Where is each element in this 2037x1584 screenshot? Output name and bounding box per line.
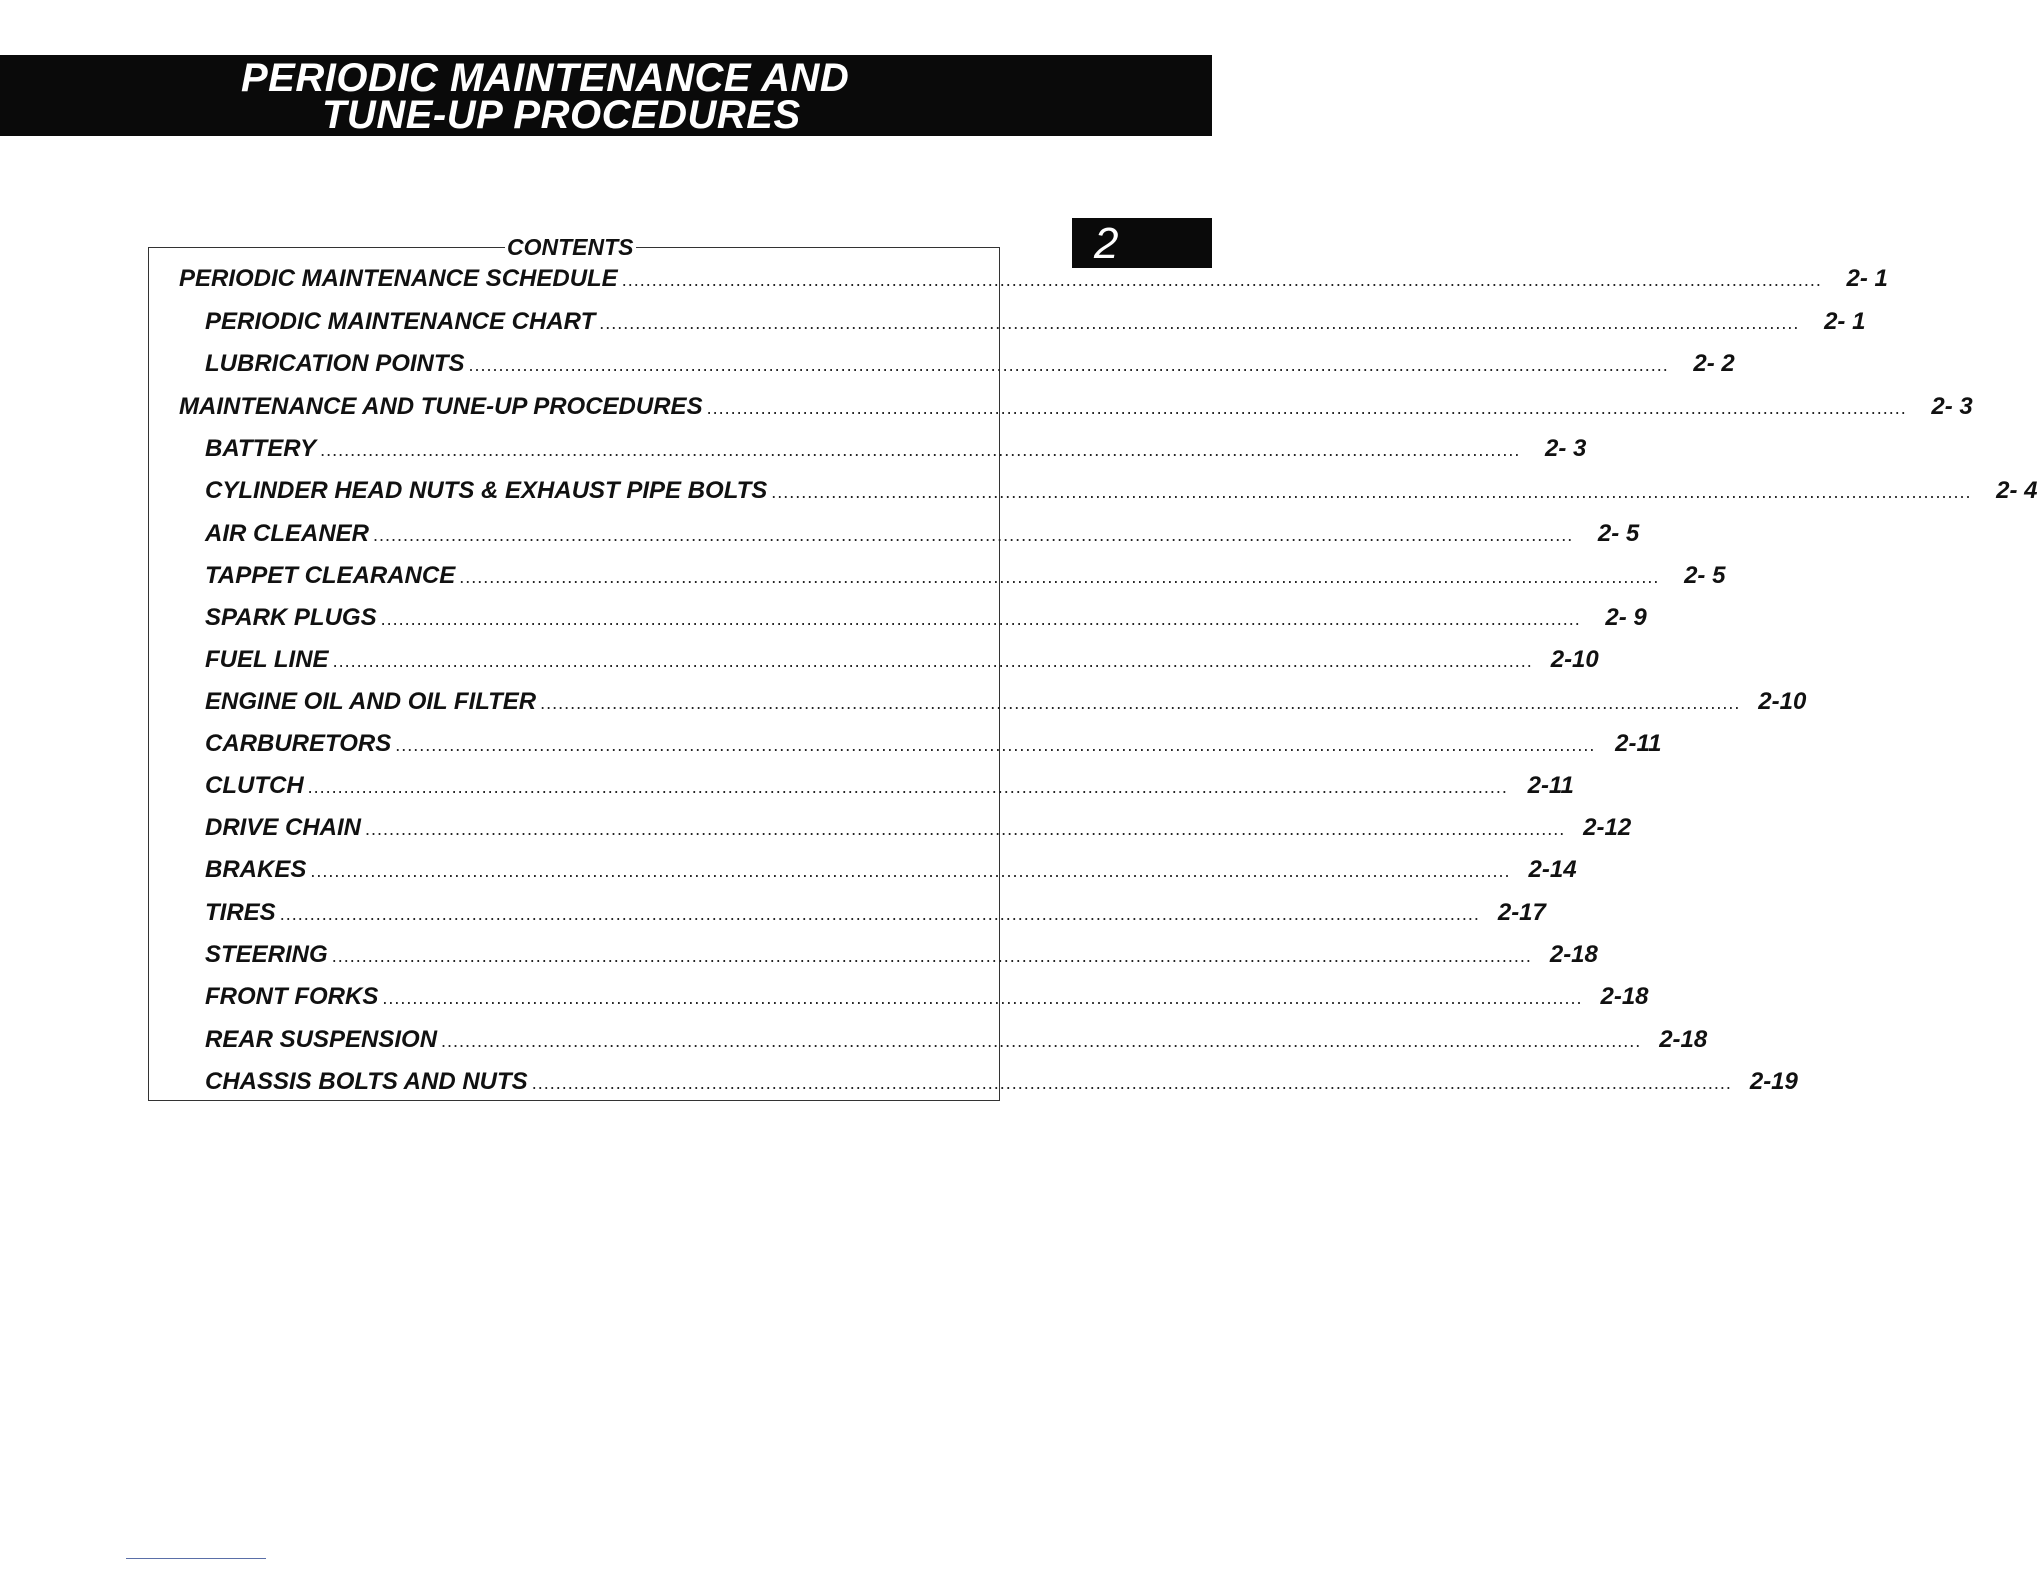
- toc-entry-page: 2- 1: [1846, 265, 1888, 292]
- toc-entry-title: REAR SUSPENSION: [205, 1026, 438, 1053]
- toc-entry-page: 2- 9: [1605, 604, 1647, 631]
- toc-leader-dots: ........................................................................................................................................................................................................: [365, 819, 1566, 839]
- toc-entry-title: CHASSIS BOLTS AND NUTS: [205, 1068, 528, 1095]
- toc-entry[interactable]: [205, 434, 1587, 464]
- toc-entry-title: PERIODIC MAINTENANCE CHART: [205, 308, 596, 335]
- toc-leader-dots: ........................................................................................................................................................................................................: [380, 609, 1581, 629]
- toc-entry[interactable]: [179, 392, 1973, 422]
- toc-entry-title: CLUTCH: [205, 772, 304, 799]
- toc-leader-dots: ........................................................................................................................................................................................................: [531, 1073, 1732, 1093]
- chapter-number: 2: [1094, 219, 1119, 268]
- toc-entry-page: 2- 3: [1544, 435, 1587, 462]
- footer-rule: [126, 1558, 266, 1559]
- toc-entry-page: 2-10: [1758, 688, 1807, 715]
- toc-entry-page: 2-12: [1583, 814, 1632, 841]
- toc-leader-dots: ........................................................................................................................................................................................................: [540, 693, 1741, 713]
- toc-leader-dots: ........................................................................................................................................................................................................: [706, 398, 1907, 418]
- toc-entry-page: 2-11: [1615, 730, 1662, 757]
- toc-entry[interactable]: [205, 982, 1649, 1012]
- toc-leader-dots: ........................................................................................................................................................................................................: [621, 270, 1822, 290]
- toc-entry[interactable]: [179, 264, 1888, 294]
- toc-entry-title: PERIODIC MAINTENANCE SCHEDULE: [179, 265, 618, 292]
- toc-entry-page: 2-14: [1528, 856, 1577, 883]
- toc-entry-page: 2- 5: [1684, 562, 1726, 589]
- toc-leader-dots: ........................................................................................................................................................................................................: [307, 777, 1508, 797]
- toc-entry-title: STEERING: [205, 941, 328, 968]
- chapter-title-banner: [0, 55, 1212, 136]
- toc-entry-page: 2- 1: [1824, 308, 1866, 335]
- toc-entry-title: BATTERY: [205, 435, 317, 462]
- toc-entry-title: ENGINE OIL AND OIL FILTER: [205, 688, 537, 715]
- toc-entry-title: SPARK PLUGS: [205, 604, 377, 631]
- toc-entry-title: LUBRICATION POINTS: [205, 350, 465, 377]
- toc-entry-title: DRIVE CHAIN: [205, 814, 362, 841]
- toc-entry[interactable]: [205, 813, 1632, 843]
- toc-entry-page: 2- 3: [1931, 393, 1973, 420]
- toc-leader-dots: ........................................................................................................................................................................................................: [332, 651, 1533, 671]
- toc-leader-dots: ........................................................................................................................................................................................................: [310, 861, 1511, 881]
- toc-entry-title: MAINTENANCE AND TUNE-UP PROCEDURES: [179, 393, 703, 420]
- toc-entry[interactable]: [205, 687, 1807, 717]
- toc-entry-page: 2-17: [1497, 899, 1546, 926]
- contents-heading: CONTENTS: [507, 234, 634, 260]
- toc-entry[interactable]: [205, 898, 1546, 928]
- toc-entry-page: 2-18: [1549, 941, 1598, 968]
- toc-entry[interactable]: [205, 476, 2037, 506]
- chapter-title-line-1: PERIODIC MAINTENANCE AND: [241, 56, 850, 100]
- toc-entry[interactable]: [205, 1025, 1708, 1055]
- toc-leader-dots: ........................................................................................................................................................................................................: [320, 440, 1521, 460]
- toc-leader-dots: ........................................................................................................................................................................................................: [331, 946, 1532, 966]
- toc-entry[interactable]: [205, 1067, 1798, 1097]
- toc-leader-dots: ........................................................................................................................................................................................................: [468, 355, 1669, 375]
- toc-entry-title: CARBURETORS: [205, 730, 392, 757]
- toc-entry[interactable]: [205, 855, 1577, 885]
- toc-entry[interactable]: [205, 307, 1866, 337]
- toc-entry[interactable]: [205, 940, 1598, 970]
- toc-entry[interactable]: [205, 729, 1662, 759]
- toc-entry-page: 2- 4: [1996, 477, 2037, 504]
- toc-entry-page: 2-11: [1527, 772, 1574, 799]
- chapter-tab: [1072, 218, 1212, 268]
- toc-entry[interactable]: [205, 645, 1599, 675]
- toc-entry[interactable]: [205, 771, 1574, 801]
- contents-box: [148, 234, 2037, 1101]
- toc-entry-page: 2-10: [1550, 646, 1599, 673]
- toc-entry-page: 2- 2: [1693, 350, 1735, 377]
- toc-entry-page: 2-18: [1659, 1026, 1708, 1053]
- toc-entry-title: FRONT FORKS: [205, 983, 379, 1010]
- toc-leader-dots: ........................................................................................................................................................................................................: [459, 567, 1660, 587]
- toc-entry[interactable]: [205, 349, 1735, 379]
- toc-entry-title: BRAKES: [205, 856, 307, 883]
- toc-entry-page: 2- 5: [1597, 520, 1640, 547]
- toc-entry-title: FUEL LINE: [205, 646, 329, 673]
- toc-leader-dots: ........................................................................................................................................................................................................: [373, 525, 1574, 545]
- toc-leader-dots: ........................................................................................................................................................................................................: [382, 988, 1583, 1008]
- toc-entry-title: CYLINDER HEAD NUTS & EXHAUST PIPE BOLTS: [205, 477, 768, 504]
- toc-entry-title: TAPPET CLEARANCE: [205, 562, 456, 589]
- toc-leader-dots: ........................................................................................................................................................................................................: [395, 735, 1596, 755]
- chapter-title-line-2: TUNE-UP PROCEDURES: [322, 93, 801, 137]
- toc-leader-dots: ........................................................................................................................................................................................................: [771, 482, 1972, 502]
- toc-entry-page: 2-18: [1600, 983, 1649, 1010]
- toc-entry-page: 2-19: [1749, 1068, 1798, 1095]
- toc-leader-dots: ........................................................................................................................................................................................................: [279, 904, 1480, 924]
- toc-leader-dots: ........................................................................................................................................................................................................: [441, 1031, 1642, 1051]
- toc-leader-dots: ........................................................................................................................................................................................................: [599, 313, 1800, 333]
- toc-entry[interactable]: [205, 519, 1640, 549]
- toc-entry-title: AIR CLEANER: [205, 520, 370, 547]
- toc-entry-title: TIRES: [205, 899, 276, 926]
- toc-entry[interactable]: [205, 561, 1726, 591]
- toc-entry[interactable]: [205, 603, 1647, 633]
